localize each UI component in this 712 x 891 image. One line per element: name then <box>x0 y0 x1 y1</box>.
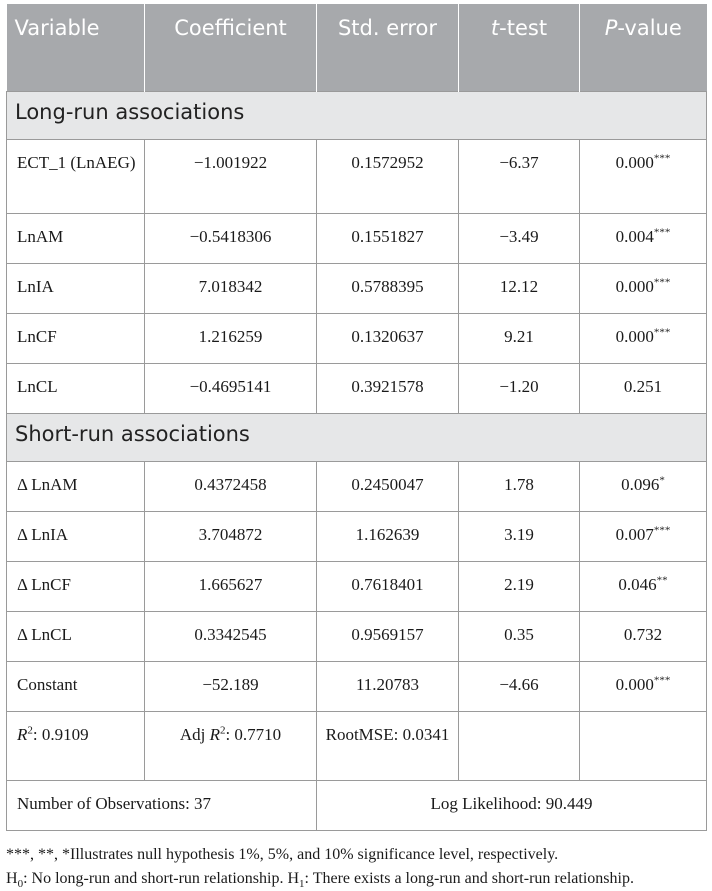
significance-stars: *** <box>653 275 671 288</box>
significance-stars: *** <box>653 225 671 238</box>
rootmse-cell: RootMSE: 0.0341 <box>317 711 459 780</box>
empty-cell <box>580 711 707 780</box>
cell-t-test: 12.12 <box>459 263 580 313</box>
cell-std-error: 0.7618401 <box>317 561 459 611</box>
cell-coefficient: 0.4372458 <box>145 461 317 511</box>
significance-stars: *** <box>653 673 671 686</box>
regression-results-table <box>6 4 707 831</box>
cell-coefficient: 1.216259 <box>145 313 317 363</box>
table-row <box>7 611 707 661</box>
table-row <box>7 461 707 511</box>
cell-t-test: 0.35 <box>459 611 580 661</box>
section-row-long-run <box>7 91 707 139</box>
header-variable: Variable <box>7 4 145 91</box>
cell-variable: Δ LnAM <box>7 461 145 511</box>
cell-std-error: 11.20783 <box>317 661 459 711</box>
cell-coefficient: 7.018342 <box>145 263 317 313</box>
significance-stars: *** <box>653 151 671 164</box>
p-value-number: 0.046 <box>618 574 657 594</box>
p-value-number: 0.000 <box>615 276 654 296</box>
significance-stars: ** <box>656 573 668 586</box>
cell-variable: LnCF <box>7 313 145 363</box>
cell-std-error: 1.162639 <box>317 511 459 561</box>
header-t-italic: t <box>490 16 500 40</box>
cell-std-error: 0.1320637 <box>317 313 459 363</box>
cell-std-error: 0.2450047 <box>317 461 459 511</box>
cell-coefficient: 1.665627 <box>145 561 317 611</box>
p-value-number: 0.732 <box>623 624 663 644</box>
table-row <box>7 661 707 711</box>
p-value-number: 0.096 <box>621 474 660 494</box>
cell-coefficient: −1.001922 <box>145 139 317 213</box>
significance-note: ***, **, *Illustrates null hypothesis 1%, 5%, and 10% significance level, respectively. <box>6 845 559 863</box>
log-likelihood-cell: Log Likelihood: 90.449 <box>317 780 707 830</box>
section-title-short-run: Short-run associations <box>7 413 707 461</box>
r-squared-sup: 2 <box>27 723 33 736</box>
p-value-number: 0.251 <box>623 376 663 396</box>
adj-r-value: : 0.7710 <box>225 724 282 744</box>
cell-variable: LnIA <box>7 263 145 313</box>
header-t-test <box>459 4 580 91</box>
summary-row <box>7 780 707 830</box>
significance-stars: * <box>659 473 665 486</box>
cell-variable: LnCL <box>7 363 145 413</box>
cell-coefficient: −52.189 <box>145 661 317 711</box>
cell-variable: Constant <box>7 661 145 711</box>
cell-p-value <box>580 363 707 413</box>
cell-p-value <box>580 511 707 561</box>
table-row <box>7 263 707 313</box>
cell-t-test: 2.19 <box>459 561 580 611</box>
cell-std-error: 0.1572952 <box>317 139 459 213</box>
adj-r-symbol: R <box>209 724 220 744</box>
cell-coefficient: 0.3342545 <box>145 611 317 661</box>
section-title-long-run: Long-run associations <box>7 91 707 139</box>
table-row <box>7 139 707 213</box>
significance-stars: *** <box>653 325 671 338</box>
cell-variable: ECT_1 (LnAEG) <box>7 139 145 213</box>
h0-text: : No long-run and short-run relationship. <box>23 869 288 887</box>
cell-t-test: −1.20 <box>459 363 580 413</box>
r-squared-symbol: R <box>17 724 28 744</box>
cell-t-test: −4.66 <box>459 661 580 711</box>
cell-t-test: −3.49 <box>459 213 580 263</box>
cell-coefficient: 3.704872 <box>145 511 317 561</box>
section-row-short-run <box>7 413 707 461</box>
cell-p-value <box>580 263 707 313</box>
table-header-row <box>7 4 707 91</box>
header-t-suffix: -test <box>499 16 548 40</box>
header-p-suffix: -value <box>617 16 682 40</box>
cell-std-error: 0.3921578 <box>317 363 459 413</box>
cell-p-value <box>580 561 707 611</box>
p-value-number: 0.004 <box>615 226 654 246</box>
cell-t-test: 9.21 <box>459 313 580 363</box>
r-squared-cell <box>7 711 145 780</box>
hypothesis-note <box>6 867 706 891</box>
adj-prefix: Adj <box>179 724 210 744</box>
cell-p-value <box>580 611 707 661</box>
cell-t-test: −6.37 <box>459 139 580 213</box>
cell-p-value <box>580 313 707 363</box>
observations-cell: Number of Observations: 37 <box>7 780 317 830</box>
header-std-error: Std. error <box>317 4 459 91</box>
table-row <box>7 363 707 413</box>
cell-std-error: 0.5788395 <box>317 263 459 313</box>
h0-sub: 0 <box>17 877 24 890</box>
p-value-number: 0.007 <box>615 524 654 544</box>
table-row <box>7 313 707 363</box>
header-p-italic: P <box>604 16 618 40</box>
h1-text: : There exists a long-run and short-run relationship. <box>304 869 634 887</box>
p-value-number: 0.000 <box>615 674 654 694</box>
h0-label: H <box>6 869 18 887</box>
cell-t-test: 3.19 <box>459 511 580 561</box>
cell-variable: Δ LnCF <box>7 561 145 611</box>
table-row <box>7 213 707 263</box>
cell-p-value <box>580 461 707 511</box>
adj-r-sup: 2 <box>219 723 226 736</box>
h1-sub: 1 <box>299 877 305 890</box>
p-value-number: 0.000 <box>615 326 654 346</box>
table-notes <box>6 843 706 891</box>
cell-p-value <box>580 661 707 711</box>
r-squared-value: : 0.9109 <box>32 724 89 744</box>
fit-statistics-row <box>7 711 707 780</box>
adj-r-squared-cell <box>145 711 317 780</box>
cell-p-value <box>580 139 707 213</box>
header-coefficient: Coefficient <box>145 4 317 91</box>
empty-cell <box>459 711 580 780</box>
header-p-value <box>580 4 707 91</box>
table-row <box>7 561 707 611</box>
cell-p-value <box>580 213 707 263</box>
cell-variable: LnAM <box>7 213 145 263</box>
h1-label: H <box>287 869 300 887</box>
significance-stars: *** <box>653 523 671 536</box>
p-value-number: 0.000 <box>615 152 654 172</box>
cell-std-error: 0.9569157 <box>317 611 459 661</box>
cell-variable: Δ LnIA <box>7 511 145 561</box>
cell-coefficient: −0.5418306 <box>145 213 317 263</box>
cell-variable: Δ LnCL <box>7 611 145 661</box>
cell-std-error: 0.1551827 <box>317 213 459 263</box>
cell-t-test: 1.78 <box>459 461 580 511</box>
results-table-container <box>6 4 706 891</box>
cell-coefficient: −0.4695141 <box>145 363 317 413</box>
table-row <box>7 511 707 561</box>
